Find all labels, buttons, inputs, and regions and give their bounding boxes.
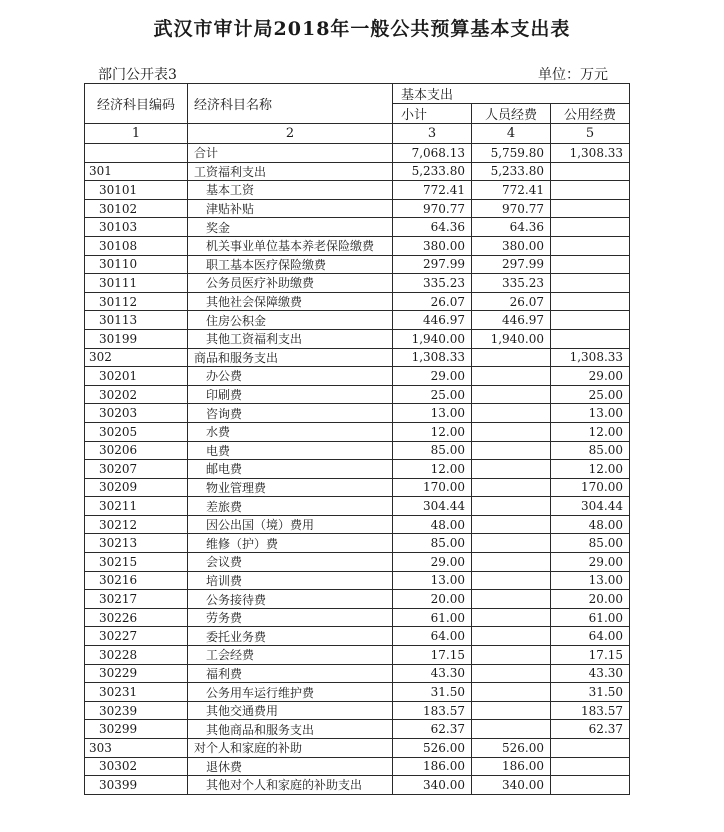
table-row	[85, 664, 630, 683]
row-public	[551, 274, 630, 293]
header-code: 经济科目编码	[85, 84, 188, 124]
table-row	[85, 534, 630, 553]
header-subtotal: 小计	[393, 104, 472, 124]
row-public	[551, 329, 630, 348]
row-name: 奖金	[188, 218, 393, 237]
row-subtotal: 43.30	[393, 664, 472, 683]
table-row	[85, 553, 630, 572]
row-personnel: 380.00	[472, 236, 551, 255]
row-public: 1,308.33	[551, 348, 630, 367]
row-personnel: 335.23	[472, 274, 551, 293]
row-personnel	[472, 460, 551, 479]
row-code: 30113	[85, 311, 188, 330]
unit-label: 单位：万元	[538, 67, 608, 83]
row-personnel	[472, 608, 551, 627]
row-code: 30217	[85, 590, 188, 609]
row-subtotal: 340.00	[393, 776, 472, 795]
row-code	[85, 144, 188, 163]
row-subtotal: 64.36	[393, 218, 472, 237]
row-code: 30203	[85, 404, 188, 423]
row-subtotal: 85.00	[393, 441, 472, 460]
row-name: 维修（护）费	[188, 534, 393, 553]
row-code: 30299	[85, 720, 188, 739]
col-number-2: 2	[188, 124, 393, 144]
row-code: 30103	[85, 218, 188, 237]
row-subtotal: 7,068.13	[393, 144, 472, 163]
row-code: 30205	[85, 422, 188, 441]
row-name: 公务接待费	[188, 590, 393, 609]
row-public: 183.57	[551, 701, 630, 720]
row-name: 工会经费	[188, 646, 393, 665]
row-subtotal: 186.00	[393, 757, 472, 776]
row-public: 31.50	[551, 683, 630, 702]
table-row	[85, 367, 630, 386]
table-row	[85, 274, 630, 293]
row-public: 29.00	[551, 553, 630, 572]
row-public: 85.00	[551, 534, 630, 553]
table-row	[85, 199, 630, 218]
row-code: 30226	[85, 608, 188, 627]
row-subtotal: 183.57	[393, 701, 472, 720]
row-name: 差旅费	[188, 497, 393, 516]
row-name: 商品和服务支出	[188, 348, 393, 367]
row-personnel	[472, 404, 551, 423]
row-name: 退休费	[188, 757, 393, 776]
row-code: 30101	[85, 181, 188, 200]
table-row	[85, 497, 630, 516]
column-number-row	[85, 124, 630, 144]
row-subtotal: 970.77	[393, 199, 472, 218]
row-name: 培训费	[188, 571, 393, 590]
row-code: 30231	[85, 683, 188, 702]
row-code: 30108	[85, 236, 188, 255]
row-subtotal: 772.41	[393, 181, 472, 200]
row-name: 其他对个人和家庭的补助支出	[188, 776, 393, 795]
row-name: 其他社会保障缴费	[188, 292, 393, 311]
row-subtotal: 297.99	[393, 255, 472, 274]
row-code: 30227	[85, 627, 188, 646]
table-row	[85, 460, 630, 479]
row-public	[551, 311, 630, 330]
row-subtotal: 304.44	[393, 497, 472, 516]
table-row	[85, 590, 630, 609]
row-subtotal: 26.07	[393, 292, 472, 311]
row-personnel: 772.41	[472, 181, 551, 200]
row-subtotal: 526.00	[393, 739, 472, 758]
col-number-1: 1	[85, 124, 188, 144]
table-row	[85, 404, 630, 423]
row-subtotal: 85.00	[393, 534, 472, 553]
row-name: 职工基本医疗保险缴费	[188, 255, 393, 274]
row-public: 12.00	[551, 460, 630, 479]
row-public: 62.37	[551, 720, 630, 739]
row-code: 30212	[85, 515, 188, 534]
row-code: 30215	[85, 553, 188, 572]
row-code: 30201	[85, 367, 188, 386]
row-code: 30213	[85, 534, 188, 553]
row-name: 物业管理费	[188, 478, 393, 497]
row-subtotal: 62.37	[393, 720, 472, 739]
row-name: 工资福利支出	[188, 162, 393, 181]
row-personnel: 26.07	[472, 292, 551, 311]
table-row	[85, 144, 630, 163]
row-public: 12.00	[551, 422, 630, 441]
table-row	[85, 348, 630, 367]
table-row	[85, 739, 630, 758]
row-name: 劳务费	[188, 608, 393, 627]
row-subtotal: 29.00	[393, 367, 472, 386]
row-code: 30211	[85, 497, 188, 516]
row-subtotal: 61.00	[393, 608, 472, 627]
row-subtotal: 48.00	[393, 515, 472, 534]
row-code: 30229	[85, 664, 188, 683]
table-row	[85, 162, 630, 181]
row-name: 水费	[188, 422, 393, 441]
row-personnel	[472, 664, 551, 683]
table-row	[85, 218, 630, 237]
row-name: 邮电费	[188, 460, 393, 479]
row-subtotal: 1,308.33	[393, 348, 472, 367]
row-personnel: 446.97	[472, 311, 551, 330]
row-name: 咨询费	[188, 404, 393, 423]
table-row	[85, 311, 630, 330]
row-subtotal: 446.97	[393, 311, 472, 330]
row-personnel: 5,233.80	[472, 162, 551, 181]
row-personnel	[472, 646, 551, 665]
row-code: 30209	[85, 478, 188, 497]
row-name: 公务用车运行维护费	[188, 683, 393, 702]
col-number-5: 5	[551, 124, 630, 144]
table-row	[85, 571, 630, 590]
row-personnel: 340.00	[472, 776, 551, 795]
table-row	[85, 422, 630, 441]
table-row	[85, 478, 630, 497]
row-subtotal: 20.00	[393, 590, 472, 609]
row-personnel	[472, 367, 551, 386]
row-public: 17.15	[551, 646, 630, 665]
header-row-1	[85, 84, 630, 104]
row-personnel	[472, 534, 551, 553]
row-public: 43.30	[551, 664, 630, 683]
row-code: 302	[85, 348, 188, 367]
row-public	[551, 162, 630, 181]
row-code: 30207	[85, 460, 188, 479]
row-public: 304.44	[551, 497, 630, 516]
header-public: 公用经费	[551, 104, 630, 124]
row-personnel: 970.77	[472, 199, 551, 218]
table-row	[85, 441, 630, 460]
row-name: 机关事业单位基本养老保险缴费	[188, 236, 393, 255]
row-public: 13.00	[551, 571, 630, 590]
table-row	[85, 757, 630, 776]
col-number-3: 3	[393, 124, 472, 144]
row-subtotal: 12.00	[393, 460, 472, 479]
row-subtotal: 29.00	[393, 553, 472, 572]
col-number-4: 4	[472, 124, 551, 144]
row-subtotal: 13.00	[393, 404, 472, 423]
row-public	[551, 218, 630, 237]
table-row	[85, 701, 630, 720]
row-code: 30202	[85, 385, 188, 404]
row-public	[551, 255, 630, 274]
row-name: 津贴补贴	[188, 199, 393, 218]
row-code: 30302	[85, 757, 188, 776]
row-public	[551, 236, 630, 255]
row-name: 委托业务费	[188, 627, 393, 646]
row-code: 30112	[85, 292, 188, 311]
row-subtotal: 12.00	[393, 422, 472, 441]
row-public	[551, 739, 630, 758]
table-row	[85, 646, 630, 665]
table-row	[85, 683, 630, 702]
row-public: 20.00	[551, 590, 630, 609]
row-name: 会议费	[188, 553, 393, 572]
row-public: 1,308.33	[551, 144, 630, 163]
row-public: 85.00	[551, 441, 630, 460]
row-name: 其他工资福利支出	[188, 329, 393, 348]
row-personnel	[472, 478, 551, 497]
row-public: 29.00	[551, 367, 630, 386]
row-name: 住房公积金	[188, 311, 393, 330]
table-row	[85, 627, 630, 646]
row-name: 因公出国（境）费用	[188, 515, 393, 534]
page-title: 武汉市审计局2018年一般公共预算基本支出表	[153, 18, 571, 40]
row-name: 合计	[188, 144, 393, 163]
row-code: 30111	[85, 274, 188, 293]
row-code: 30199	[85, 329, 188, 348]
row-code: 30102	[85, 199, 188, 218]
row-subtotal: 31.50	[393, 683, 472, 702]
row-personnel	[472, 571, 551, 590]
row-personnel	[472, 720, 551, 739]
row-personnel	[472, 515, 551, 534]
row-personnel	[472, 348, 551, 367]
row-personnel: 1,940.00	[472, 329, 551, 348]
row-public	[551, 292, 630, 311]
row-name: 印刷费	[188, 385, 393, 404]
row-code: 30239	[85, 701, 188, 720]
budget-table	[84, 83, 630, 795]
row-personnel	[472, 422, 551, 441]
table-row	[85, 608, 630, 627]
header-name: 经济科目名称	[188, 84, 393, 124]
row-personnel	[472, 701, 551, 720]
row-public: 61.00	[551, 608, 630, 627]
table-row	[85, 181, 630, 200]
row-subtotal: 335.23	[393, 274, 472, 293]
header-basic: 基本支出	[393, 84, 630, 104]
row-personnel	[472, 683, 551, 702]
dept-table-label: 部门公开表3	[98, 67, 177, 83]
row-personnel: 186.00	[472, 757, 551, 776]
row-subtotal: 5,233.80	[393, 162, 472, 181]
row-personnel	[472, 497, 551, 516]
row-personnel: 526.00	[472, 739, 551, 758]
row-code: 30228	[85, 646, 188, 665]
row-personnel: 297.99	[472, 255, 551, 274]
row-personnel	[472, 441, 551, 460]
table-row	[85, 515, 630, 534]
row-public	[551, 199, 630, 218]
row-subtotal: 25.00	[393, 385, 472, 404]
table-row	[85, 720, 630, 739]
row-name: 基本工资	[188, 181, 393, 200]
row-personnel	[472, 553, 551, 572]
row-code: 30399	[85, 776, 188, 795]
row-public	[551, 757, 630, 776]
table-row	[85, 292, 630, 311]
row-code: 303	[85, 739, 188, 758]
table-row	[85, 776, 630, 795]
row-code: 301	[85, 162, 188, 181]
row-code: 30206	[85, 441, 188, 460]
row-name: 办公费	[188, 367, 393, 386]
row-subtotal: 17.15	[393, 646, 472, 665]
row-public: 48.00	[551, 515, 630, 534]
row-personnel: 5,759.80	[472, 144, 551, 163]
row-name: 福利费	[188, 664, 393, 683]
row-personnel	[472, 627, 551, 646]
row-public: 25.00	[551, 385, 630, 404]
table-row	[85, 236, 630, 255]
row-public: 170.00	[551, 478, 630, 497]
row-name: 其他交通费用	[188, 701, 393, 720]
row-public	[551, 181, 630, 200]
row-personnel	[472, 590, 551, 609]
row-subtotal: 1,940.00	[393, 329, 472, 348]
row-public	[551, 776, 630, 795]
header-personnel: 人员经费	[472, 104, 551, 124]
row-personnel: 64.36	[472, 218, 551, 237]
row-name: 公务员医疗补助缴费	[188, 274, 393, 293]
row-personnel	[472, 385, 551, 404]
row-subtotal: 380.00	[393, 236, 472, 255]
row-subtotal: 13.00	[393, 571, 472, 590]
row-subtotal: 64.00	[393, 627, 472, 646]
table-row	[85, 255, 630, 274]
table-row	[85, 329, 630, 348]
row-subtotal: 170.00	[393, 478, 472, 497]
row-public: 64.00	[551, 627, 630, 646]
row-name: 电费	[188, 441, 393, 460]
row-code: 30216	[85, 571, 188, 590]
row-code: 30110	[85, 255, 188, 274]
row-public: 13.00	[551, 404, 630, 423]
row-name: 对个人和家庭的补助	[188, 739, 393, 758]
table-row	[85, 385, 630, 404]
row-name: 其他商品和服务支出	[188, 720, 393, 739]
